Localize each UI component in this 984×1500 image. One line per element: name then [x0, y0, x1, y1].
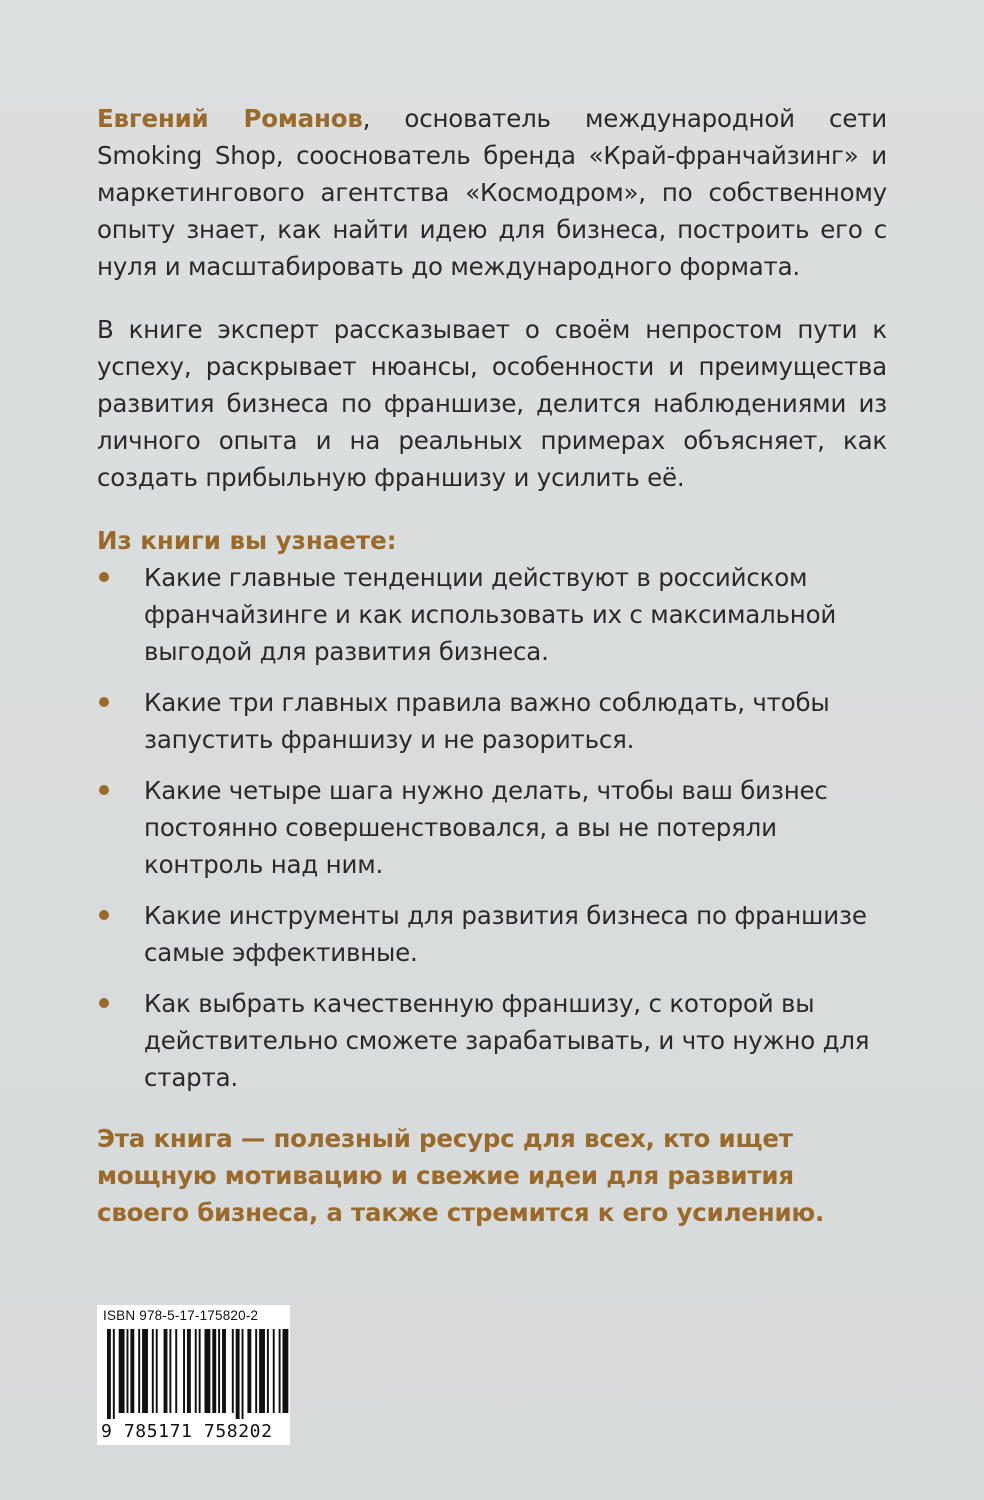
barcode-bar: [242, 1329, 244, 1419]
bullet-icon: [99, 785, 109, 795]
isbn-barcode: [97, 1305, 290, 1445]
author-name: Евгений Романов: [97, 104, 363, 133]
bullet-icon: [99, 998, 109, 1008]
learn-list: [97, 559, 887, 1096]
book-description-paragraph: В книге эксперт рассказывает о своём непростом пути к успеху, раскрывает нюансы, особенности и преимущества развития бизнеса по франшизе, делится наблюдениями из личного опыта и на реальных примерах объясняет, как создать прибыльную франшизу и усилить её.: [97, 315, 887, 492]
barcode-bar: [199, 1329, 201, 1413]
barcode-bar: [127, 1329, 129, 1413]
barcode-bar: [212, 1329, 216, 1413]
barcode-bar: [142, 1329, 148, 1413]
barcode-bar: [130, 1329, 134, 1413]
list-item: [97, 772, 887, 883]
author-intro-paragraph: [97, 100, 887, 285]
barcode-bar: [138, 1329, 140, 1413]
bullet-icon: [99, 697, 109, 707]
closing-statement: Эта книга — полезный ресурс для всех, кто ищет мощную мотивацию и свежие идеи для развития своего бизнеса, а также стремится к его усилению.: [97, 1124, 825, 1227]
cover-text: [97, 100, 887, 1231]
list-item: [97, 897, 887, 971]
list-item: [97, 559, 887, 670]
barcode-bar: [279, 1329, 281, 1413]
barcode-bar: [222, 1329, 226, 1413]
barcode-bar: [156, 1329, 158, 1413]
barcode-bar: [113, 1329, 115, 1419]
barcode-bar: [164, 1329, 168, 1413]
list-item-text: Какие главные тенденции действуют в российском франчайзинге и как использовать их с максимальной выгодой для развития бизнеса.: [144, 563, 837, 666]
barcode-bar: [259, 1329, 265, 1413]
barcode-bar: [107, 1329, 111, 1419]
barcode-bar: [273, 1329, 275, 1413]
barcode-bar: [236, 1329, 240, 1419]
barcode-bar: [205, 1329, 211, 1413]
list-item-text: Какие четыре шага нужно делать, чтобы ваш бизнес постоянно совершенствовался, а вы не потеряли контроль над ним.: [144, 776, 828, 879]
isbn-label: ISBN 978-5-17-175820-2: [103, 1308, 259, 1323]
ean-number: 9 785171 758202: [101, 1421, 273, 1442]
barcode-bar: [232, 1329, 234, 1413]
list-item-text: Как выбрать качественную франшизу, с которой вы действительно сможете зарабатывать, и что нужно для старта.: [144, 989, 870, 1092]
barcode-bar: [169, 1329, 171, 1413]
author-intro-text: , основатель международной сети Smoking Shop, сооснователь бренда «Край-франчайзинг» и маркетингового агентства «Космодром», по собственному опыту знает, как найти идею для бизнеса, построить его с нуля и масштабировать до международного формата.: [97, 104, 887, 281]
barcode-bar: [187, 1329, 191, 1413]
bullet-icon: [99, 572, 109, 582]
barcode-bar: [152, 1329, 154, 1413]
barcode-bar: [267, 1329, 269, 1413]
barcode-bar: [119, 1329, 125, 1413]
barcode-bar: [283, 1329, 289, 1413]
barcode-bar: [255, 1329, 257, 1413]
bullet-icon: [99, 910, 109, 920]
list-item: [97, 985, 887, 1096]
barcode-bar: [247, 1329, 251, 1413]
barcode-bar: [183, 1329, 185, 1413]
barcode-bars-icon: [97, 1327, 290, 1421]
learn-heading: Из книги вы узнаете:: [97, 526, 397, 555]
list-item-text: Какие три главных правила важно соблюдать, чтобы запустить франшизу и не разориться.: [144, 688, 830, 754]
barcode-bar: [175, 1329, 177, 1413]
list-item: [97, 684, 887, 758]
list-item-text: Какие инструменты для развития бизнеса по франшизе самые эффективные.: [144, 901, 867, 967]
barcode-bar: [218, 1329, 220, 1413]
barcode-bar: [195, 1329, 197, 1413]
